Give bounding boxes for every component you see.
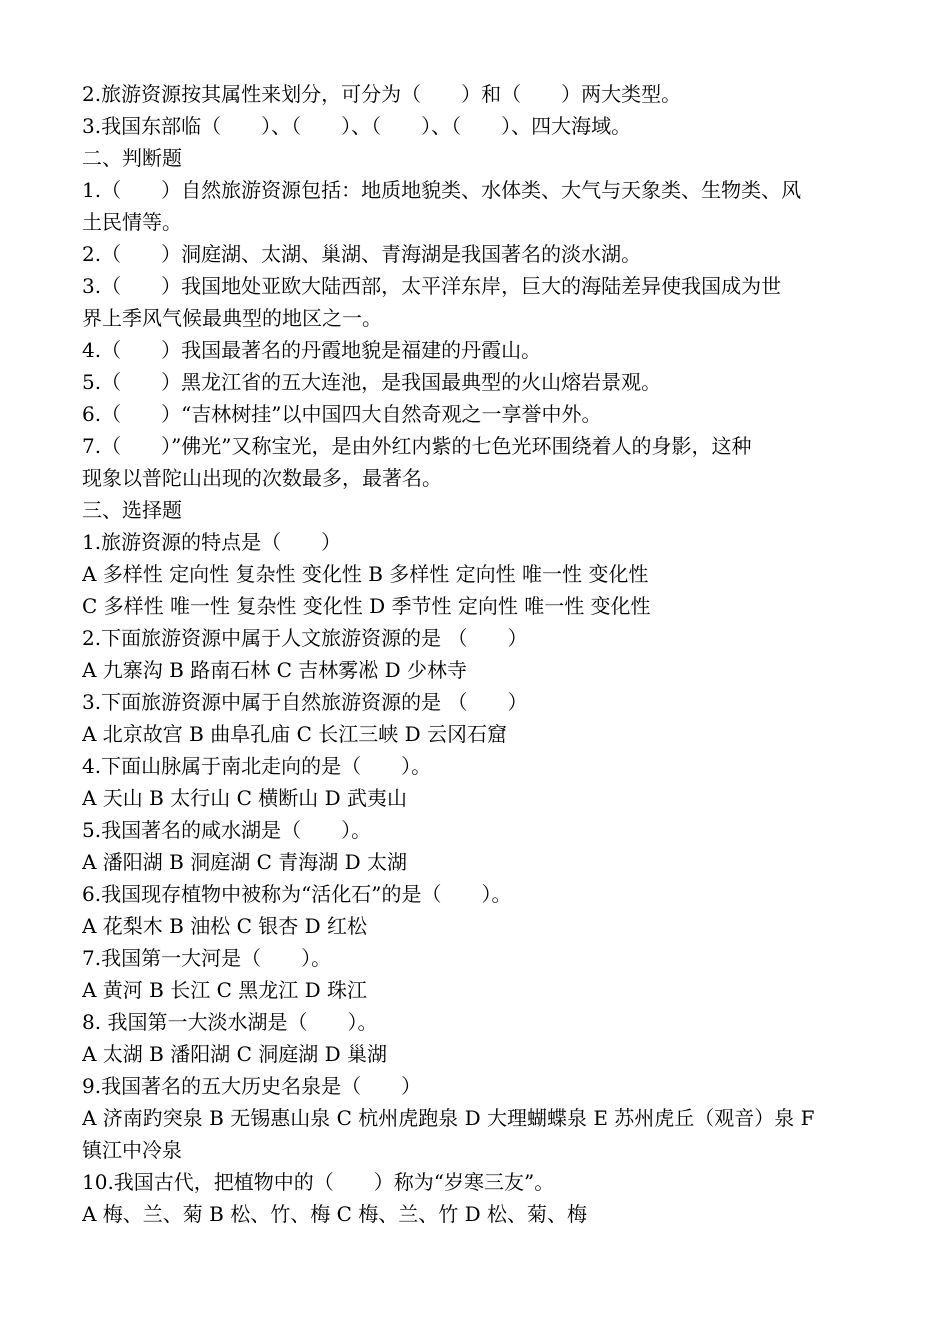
question-line: 10.我国古代，把植物中的（ ）称为“岁寒三友”。 xyxy=(82,1170,555,1194)
options-line: 镇江中冷泉 xyxy=(82,1138,182,1162)
options-line: A 太湖 B 潘阳湖 C 洞庭湖 D 巢湖 xyxy=(82,1042,387,1066)
options-line: A 济南趵突泉 B 无锡惠山泉 C 杭州虎跑泉 D 大理蝴蝶泉 E 苏州虎丘（观音）泉 F xyxy=(82,1106,815,1130)
question-line: 2.下面旅游资源中属于人文旅游资源的是 （ ） xyxy=(82,626,528,650)
section-heading: 二、判断题 xyxy=(82,146,182,170)
options-line: A 梅、兰、菊 B 松、竹、梅 C 梅、兰、竹 D 松、菊、梅 xyxy=(82,1202,587,1226)
question-line: 1.旅游资源的特点是（ ） xyxy=(82,530,342,554)
options-line: A 天山 B 太行山 C 横断山 D 武夷山 xyxy=(82,786,407,810)
text-line: 现象以普陀山出现的次数最多，最著名。 xyxy=(82,466,442,490)
text-line: 1.（ ）自然旅游资源包括：地质地貌类、水体类、大气与天象类、生物类、风 xyxy=(82,178,802,202)
text-line: 7.（ ）”佛光”又称宝光，是由外红内紫的七色光环围绕着人的身影，这种 xyxy=(82,434,752,458)
options-line: A 九寨沟 B 路南石林 C 吉林雾凇 D 少林寺 xyxy=(82,658,467,682)
text-line: 2.旅游资源按其属性来划分，可分为（ ）和（ ）两大类型。 xyxy=(82,82,682,106)
section-heading: 三、选择题 xyxy=(82,498,182,522)
question-line: 8. 我国第一大淡水湖是（ ）。 xyxy=(82,1010,378,1034)
question-line: 3.下面旅游资源中属于自然旅游资源的是 （ ） xyxy=(82,690,528,714)
options-line: A 花梨木 B 油松 C 银杏 D 红松 xyxy=(82,914,367,938)
text-line: 6.（ ）“吉林树挂”以中国四大自然奇观之一享誉中外。 xyxy=(82,402,602,426)
text-line: 土民情等。 xyxy=(82,210,182,234)
document-page xyxy=(82,78,872,1230)
options-line: A 潘阳湖 B 洞庭湖 C 青海湖 D 太湖 xyxy=(82,850,407,874)
options-line: A 多样性 定向性 复杂性 变化性 B 多样性 定向性 唯一性 变化性 xyxy=(82,562,649,586)
options-line: A 黄河 B 长江 C 黑龙江 D 珠江 xyxy=(82,978,367,1002)
text-line: 3.我国东部临（ ）、（ ）、（ ）、（ ）、四大海域。 xyxy=(82,114,632,138)
question-line: 9.我国著名的五大历史名泉是（ ） xyxy=(82,1074,422,1098)
options-line: C 多样性 唯一性 复杂性 变化性 D 季节性 定向性 唯一性 变化性 xyxy=(82,594,651,618)
question-line: 4.下面山脉属于南北走向的是（ ）。 xyxy=(82,754,432,778)
question-line: 5.我国著名的咸水湖是（ ）。 xyxy=(82,818,372,842)
question-line: 6.我国现存植物中被称为“活化石”的是（ ）。 xyxy=(82,882,512,906)
text-line: 5.（ ）黑龙江省的五大连池，是我国最典型的火山熔岩景观。 xyxy=(82,370,662,394)
text-line: 4.（ ）我国最著名的丹霞地貌是福建的丹霞山。 xyxy=(82,338,542,362)
question-line: 7.我国第一大河是（ ）。 xyxy=(82,946,332,970)
text-line: 3.（ ）我国地处亚欧大陆西部，太平洋东岸，巨大的海陆差异使我国成为世 xyxy=(82,274,782,298)
text-line: 2.（ ）洞庭湖、太湖、巢湖、青海湖是我国著名的淡水湖。 xyxy=(82,242,642,266)
options-line: A 北京故宫 B 曲阜孔庙 C 长江三峡 D 云冈石窟 xyxy=(82,722,507,746)
text-line: 界上季风气候最典型的地区之一。 xyxy=(82,306,382,330)
